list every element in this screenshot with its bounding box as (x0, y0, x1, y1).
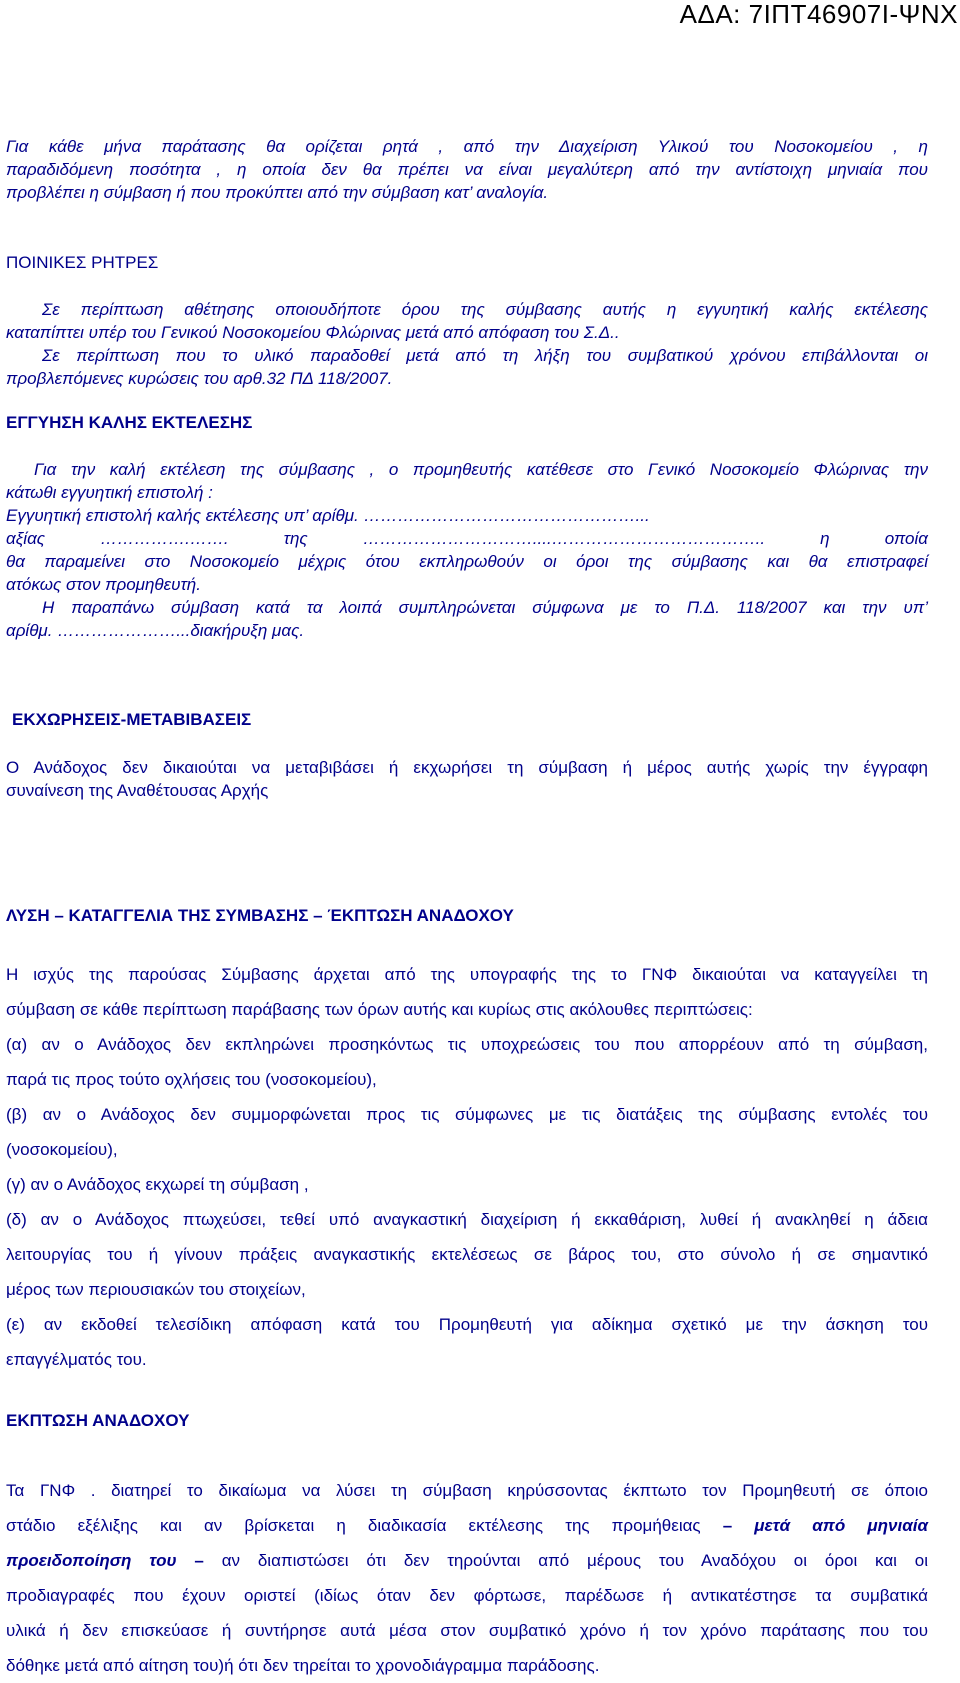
text-line: θα παραμείνει στο Νοσοκομείο μέχρις ότου εκπληρωθούν οι όροι της σύμβασης και θα επιστραφεί (6, 552, 928, 571)
text-line: Σε περίπτωση που το υλικό παραδοθεί μετά από τη λήξη του συμβατικού χρόνου επιβάλλονται οι (42, 346, 928, 365)
guarantee-paragraph (6, 458, 928, 642)
text-line: παραδιδόμενη ποσότητα , η οποία δεν θα πρέπει να είναι μεγαλύτερη από την αντίστοιχη μηνιαία που (6, 160, 928, 179)
dash: – (176, 1551, 222, 1570)
termination-heading: ΛΥΣΗ – ΚΑΤΑΓΓΕΛΙΑ ΤΗΣ ΣΥΜΒΑΣΗΣ – ΈΚΠΤΩΣΗ ΑΝΑΔΟΧΟΥ (6, 906, 514, 925)
text-line: σύμβαση σε κάθε περίπτωση παράβασης των όρων αυτής και κυρίως στις ακόλουθες περιπτώσεις: (6, 1000, 753, 1019)
guarantee-heading: ΕΓΓΥΗΣΗ ΚΑΛΗΣ ΕΚΤΕΛΕΣΗΣ (6, 413, 253, 432)
ada-code: ΑΔΑ: 7ΙΠΤ46907Ι-ΨΝΧ (679, 0, 958, 29)
text-line: (α) αν ο Ανάδοχος δεν εκπληρώνει προσηκόντως τις υποχρεώσεις του που απορρέουν από τη σύμβαση, (6, 1035, 928, 1054)
dash: – (700, 1516, 755, 1535)
text-line: παρά τις προς τούτο οχλήσεις του (νοσοκομείου), (6, 1070, 377, 1089)
extension-paragraph (6, 135, 928, 204)
text-fragment: αν διαπιστώσει ότι δεν τηρούνται από μέρους του Αναδόχου οι όροι και οι (221, 1551, 928, 1570)
text-line: Ο Ανάδοχος δεν δικαιούται να μεταβιβάσει ή εκχωρήσει τη σύμβαση ή μέρος αυτής χωρίς την έγγραφη (6, 758, 928, 777)
text-line: Τα ΓΝΦ . διατηρεί το δικαίωμα να λύσει τη σύμβαση κηρύσσοντας έκπτωτο τον Προμηθευτή σε όποιο (6, 1481, 928, 1500)
text-line: προβλέπει η σύμβαση ή που προκύπτει από την σύμβαση κατ’ αναλογία. (6, 183, 549, 202)
text-line: Για την καλή εκτέλεση της σύμβασης , ο προμηθευτής κατέθεσε στο Γενικό Νοσοκομείο Φλώρινας την (34, 460, 928, 479)
text-line: (δ) αν ο Ανάδοχος πτωχεύσει, τεθεί υπό αναγκαστική διαχείριση ή εκκαθάριση, λυθεί ή ανακληθεί η άδεια (6, 1210, 928, 1229)
text-line: μέρος των περιουσιακών του στοιχείων, (6, 1280, 306, 1299)
forfeiture-heading: ΕΚΠΤΩΣΗ ΑΝΑΔΟΧΟΥ (6, 1411, 190, 1430)
text-line: αρίθμ. …………………...διακήρυξη μας. (6, 621, 305, 640)
text-line: (γ) αν ο Ανάδοχος εκχωρεί τη σύμβαση , (6, 1175, 309, 1194)
assignments-paragraph (6, 756, 928, 802)
emphasis-text: προειδοποίηση του (6, 1551, 177, 1570)
text-line: Εγγυητική επιστολή καλής εκτέλεσης υπ’ αρίθμ. …………………………………………... (6, 506, 650, 525)
text-line: (νοσοκομείου), (6, 1140, 118, 1159)
text-line: λειτουργίας του ή γίνουν πράξεις αναγκαστικής εκτελέσεως σε βάρος του, στο σύνολο ή σε σημαντικό (6, 1245, 928, 1264)
text-line (6, 1508, 928, 1543)
text-line: προβλεπόμενες κυρώσεις του αρθ.32 ΠΔ 118/2007. (6, 369, 393, 388)
text-line: ατόκως στον προμηθευτή. (6, 575, 201, 594)
text-line: (β) αν ο Ανάδοχος δεν συμμορφώνεται προς τις σύμφωνες με τις διατάξεις της σύμβασης εντολές του (6, 1105, 928, 1124)
text-line: Για κάθε μήνα παράτασης θα ορίζεται ρητά , από την Διαχείριση Υλικού του Νοσοκομείου , η (6, 137, 928, 156)
text-line: αξίας …………….……. της …………………………....……………………………….. η οποία (6, 529, 928, 548)
text-line: συναίνεση της Αναθέτουσας Αρχής (6, 781, 269, 800)
text-line: επαγγέλματός του. (6, 1350, 147, 1369)
text-line: Η ισχύς της παρούσας Σύμβασης άρχεται από της υπογραφής της το ΓΝΦ δικαιούται να καταγγείλει τη (6, 965, 928, 984)
penalties-heading: ΠΟΙΝΙΚΕΣ ΡΗΤΡΕΣ (6, 253, 159, 272)
forfeiture-paragraph (6, 1473, 928, 1683)
penalties-paragraph (6, 298, 928, 390)
emphasis-text: μετά από μηνιαία (754, 1516, 928, 1535)
text-fragment: στάδιο εξέλιξης και αν βρίσκεται η διαδικασία εκτέλεσης της προμήθειας (6, 1516, 701, 1535)
termination-paragraph (6, 957, 928, 1377)
text-line: προδιαγραφές που έχουν οριστεί (ιδίως όταν δεν φόρτωσε, παρέδωσε ή αντικατέστησε τα συμβατικά (6, 1586, 928, 1605)
text-line: Η παραπάνω σύμβαση κατά τα λοιπά συμπληρώνεται σύμφωνα με το Π.Δ. 118/2007 και την υπ’ (42, 598, 928, 617)
text-line: Σε περίπτωση αθέτησης οποιουδήποτε όρου της σύμβασης αυτής η εγγυητική καλής εκτέλεσης (42, 300, 928, 319)
text-line: κάτωθι εγγυητική επιστολή : (6, 483, 213, 502)
text-line: (ε) αν εκδοθεί τελεσίδικη απόφαση κατά του Προμηθευτή για αδίκημα σχετικό με την άσκηση του (6, 1315, 928, 1334)
text-line: δόθηκε μετά από αίτηση του)ή ότι δεν τηρείται το χρονοδιάγραμμα παράδοσης. (6, 1656, 600, 1675)
assignments-heading: ΕΚΧΩΡΗΣΕΙΣ-ΜΕΤΑΒΙΒΑΣΕΙΣ (12, 710, 252, 729)
text-line: καταπίπτει υπέρ του Γενικού Νοσοκομείου Φλώρινας μετά από απόφαση του Σ.Δ.. (6, 323, 620, 342)
text-line: υλικά ή δεν επισκεύασε ή συντήρησε αυτά μέσα στον συμβατικό χρόνο ή τον χρόνο παράτασης που του (6, 1621, 928, 1640)
text-line (6, 1543, 928, 1578)
